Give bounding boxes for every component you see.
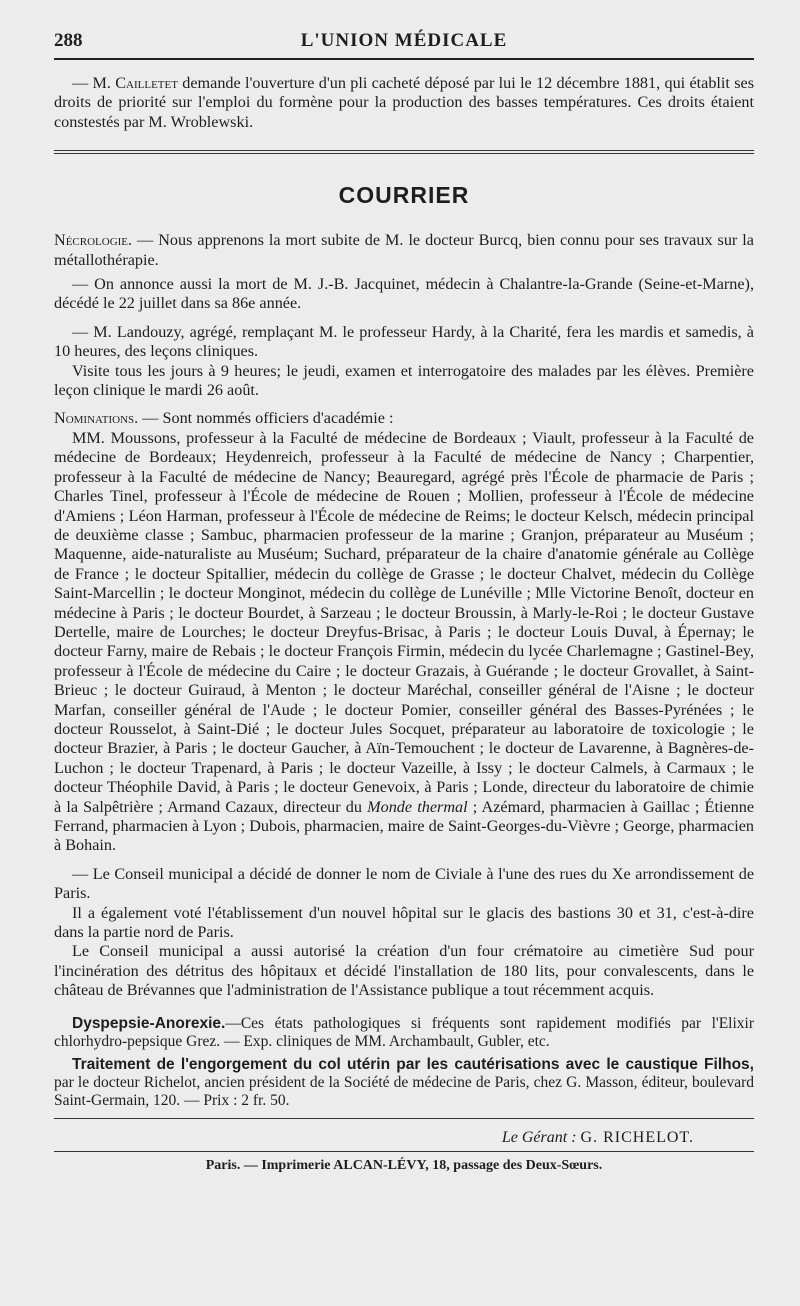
gerant-name: G. RICHELOT. xyxy=(580,1128,694,1146)
ad-filhos-title: Traitement de l'engorgement du col utérin par les cautérisations avec le caustique Filhos, xyxy=(72,1055,754,1073)
nominations-text-1: MM. Moussons, professeur à la Faculté de médecine de Bordeaux ; Viault, professeur à la Faculté de médecine de Bordeaux; Heydenreich, professeur à la Faculté de médecine de Nancy ; Charpentier, professeur à la Faculté de médecine de Nancy; Beauregard, agrégé près l'École de pharmacie de Paris ; Charles Tinel, professeur à l'École de médecine de Rouen ; Mollien, professeur à l'École de médecine d'Amiens ; Léon Harman, professeur à l'École de médecine de Reims; le docteur Kelsch, médecin principal de deuxième classe ; Sambuc, pharmacien professeur de la marine ; Granjon, préparateur au Muséum ; Maquenne, aide-naturaliste au Muséum; Suchard, préparateur de la chaire d'anatomie générale au Collège de France ; le docteur Spitallier, médecin du collège de Grasse ; le docteur Chalvet, médecin du Collège Saint-Marcellin ; le docteur Monginot, médecin du collège de Lunéville ; Mlle Victorine Benoît, docteur en médecine à Paris ; le docteur Bourdet, à Sarzeau ; le docteur Broussin, à Marly-le-Roi ; le docteur Gustave Dertelle, maire de Lourches; le docteur Dreyfus-Brisac, à Paris ; le docteur Louis Duval, à Épernay; le docteur Farny, maire de Rebais ; le docteur François Firmin, médecin du lycée Charlemagne ; Gastinel-Bey, professeur à l'École de médecine du Caire ; le docteur Grazais, à Guérande ; le docteur Grovallet, à Saint-Brieuc ; le docteur Guiraud, à Menton ; le docteur Maréchal, conseiller général de l'Aisne ; le docteur Marfan, conseiller général de l'Aude ; le docteur Pomier, conseiller général des Basses-Pyrénées ; le docteur Rousselot, à Saint-Dié ; le docteur Jules Socquet, préparateur au laboratoire de toxicologie ; le docteur Brazier, à Paris ; le docteur Gaucher, à Aïn-Temouchent ; le docteur de Lavarenne, à Bagnères-de-Luchon ; le docteur Trapenard, à Paris ; le docteur Vazeille, à Issy ; le docteur Calmels, à Carmaux ; le docteur Théophile David, à Paris ; le docteur Genevoix, à Paris ; Londe, directeur du laboratoire de chimie à la Salpêtrière ; Armand Cazaux, directeur du xyxy=(54,428,754,816)
nominations-heading xyxy=(54,409,754,428)
visite-paragraph: Visite tous les jours à 9 heures; le jeudi, examen et interrogatoire des malades par les élèves. Première leçon clinique le mardi 26 août. xyxy=(54,361,754,400)
nominations-text-2: ; Azémard, pharmacien à Gaillac ; Étienne Ferrand, pharmacien à Lyon ; Dubois, pharmacien, maire de Saint-Georges-du-Vièvre ; George, pharmacien à Bohain. xyxy=(54,797,754,855)
section-title: COURRIER xyxy=(338,182,470,209)
intro-name: M. Cailletet xyxy=(92,74,178,92)
jacquinet-paragraph: — On annonce aussi la mort de M. J.-B. Jacquinet, médecin à Chalantre-la-Grande (Seine-et-Marne), décédé le 22 juillet dans sa 86e année. xyxy=(54,275,754,313)
intro-text: demande l'ouverture d'un pli cacheté déposé par lui le 12 décembre 1881, qui établit ses droits de priorité sur l'emploi du formène pour la production des basses températures. Ces droits étaient constestés par M. Wroblewski. xyxy=(54,74,754,131)
nominations-label: Nominations. xyxy=(54,409,139,428)
necrologie-text: — Nous apprenons la mort subite de M. le docteur Burcq, bien connu pour ses travaux sur la métallothérapie. xyxy=(54,231,754,269)
section-divider xyxy=(54,150,754,154)
ad-dyspepsie xyxy=(54,1015,754,1051)
nominations-intro: — Sont nommés officiers d'académie : xyxy=(138,409,394,428)
advertisements xyxy=(54,1015,754,1110)
necrologie-paragraph xyxy=(54,231,754,270)
crematoire-paragraph: Le Conseil municipal a aussi autorisé la création d'un four crématoire au cimetière Sud pour l'incinération des détritus des hôpitaux et décidé l'installation de 180 lits, pour convalescents, dans le château de Brévannes que l'administration de l'Assistance publique a tout récemment acquis. xyxy=(54,942,754,1000)
ad-filhos-text: par le docteur Richelot, ancien président de la Société de médecine de Paris, chez G. Masson, éditeur, boulevard Saint-Germain, 120. — Prix : 2 fr. 50. xyxy=(54,1073,754,1109)
gerant-label: Le Gérant : xyxy=(501,1128,577,1146)
intro-paragraph: — M. Cailletet demande l'ouverture d'un pli cacheté déposé par lui le 12 décembre 1881, qui établit ses droits de priorité sur l'emploi du formène pour la production des basses températures. Ces droits étaient constestés par M. Wroblewski. xyxy=(54,74,754,131)
footer-rule xyxy=(54,1118,754,1119)
civiale-paragraph: — Le Conseil municipal a décidé de donner le nom de Civiale à l'une des rues du Xe arrondissement de Paris. xyxy=(54,864,754,903)
hopital-paragraph: Il a également voté l'établissement d'un nouvel hôpital sur le glacis des bastions 30 et 31, c'est-à-dire dans la partie nord de Paris. xyxy=(54,903,754,942)
printer-rule xyxy=(54,1151,754,1152)
running-title: L'UNION MÉDICALE xyxy=(300,30,508,51)
nominations-italic-title: Monde thermal xyxy=(367,797,468,816)
header-rule xyxy=(54,58,754,60)
nominations-list xyxy=(54,429,754,856)
printer-line: Paris. — Imprimerie ALCAN-LÉVY, 18, passage des Deux-Sœurs. xyxy=(205,1157,603,1173)
gerant-line xyxy=(54,1129,694,1147)
page-number: 288 xyxy=(54,30,83,51)
landouzy-paragraph: — M. Landouzy, agrégé, remplaçant M. le professeur Hardy, à la Charité, fera les mardis et samedis, à 10 heures, des leçons cliniques. xyxy=(54,322,754,361)
ad-filhos xyxy=(54,1056,754,1110)
necrologie-label: Nécrologie. xyxy=(54,231,133,250)
ad-dyspepsie-title: Dyspepsie-Anorexie. xyxy=(72,1014,226,1032)
page-header xyxy=(54,0,754,58)
ad-dyspepsie-text: —Ces états pathologiques si fréquents sont rapidement modifiés par l'Elixir chlorhydro-pepsique Grez. — Exp. cliniques de MM. Archambault, Gubler, etc. xyxy=(54,1014,754,1050)
